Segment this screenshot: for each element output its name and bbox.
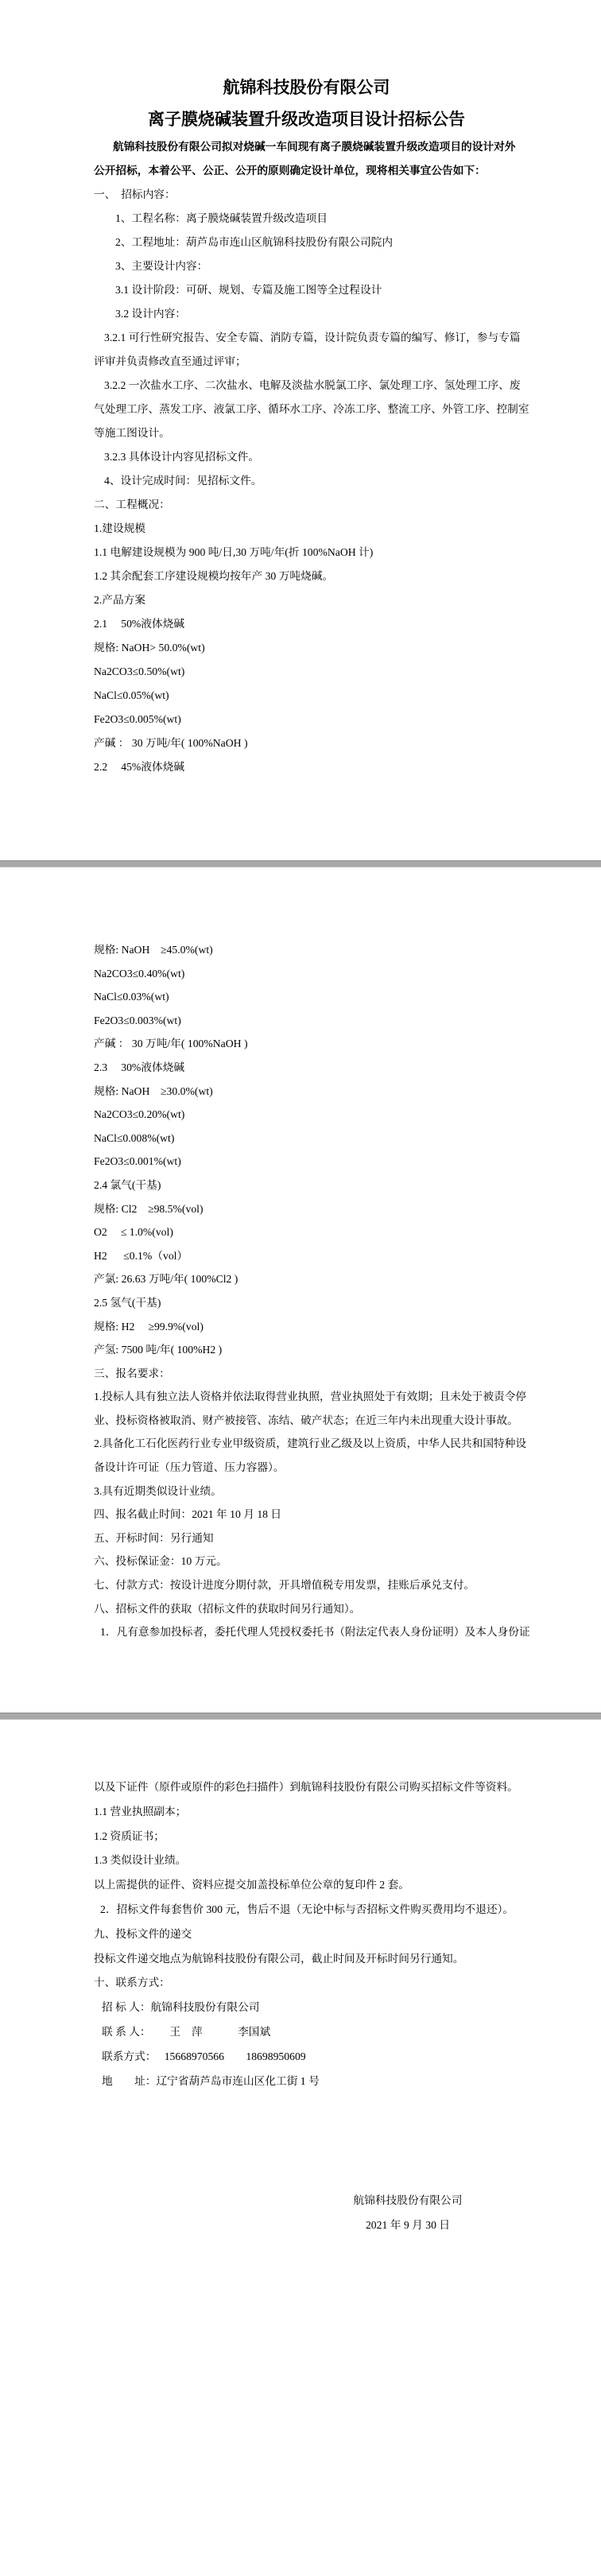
text-line: NaCl≤0.03%(wt) [94, 991, 169, 1003]
text-line: 以及下证件（原件或原件的彩色扫描件）到航锦科技股份有限公司购买招标文件等资料。 [94, 1781, 518, 1793]
text-line: 1、工程名称：离子膜烧碱装置升级改造项目 [115, 212, 328, 224]
text-line: 规格: NaOH ≥45.0%(wt) [94, 944, 213, 956]
document-title-line: 航锦科技股份有限公司 [223, 78, 390, 97]
text-line: 3.2.1 可行性研究报告、安全专篇、消防专篇，设计院负责专篇的编写、修订，参与专篇 [104, 332, 521, 343]
text-line: 地 址：辽宁省葫芦岛市连山区化工街 1 号 [102, 2074, 320, 2087]
text-line: 2.产品方案 [94, 594, 146, 606]
text-line: 1.1 电解建设规模为 900 吨/日,30 万吨/年(折 100%NaOH 计) [94, 546, 374, 558]
text-line: 2.4 氯气(干基) [94, 1178, 161, 1191]
text-line: 公开招标，本着公平、公正、公开的原则确定设计单位，现将相关事宜公告如下： [94, 165, 486, 177]
text-line: 4、设计完成时间：见招标文件。 [104, 475, 262, 487]
text-line: 1．凡有意参加投标者，委托代理人凭授权委托书（附法定代表人身份证明）及本人身份证 [100, 1626, 530, 1639]
text-line: 3.2.2 一次盐水工序、二次盐水、电解及淡盐水脱氯工序、氯处理工序、氢处理工序、废 [104, 379, 521, 391]
text-line: 航锦科技股份有限公司拟对烧碱一车间现有离子膜烧碱装置升级改造项目的设计对外 [113, 141, 516, 153]
text-line: 1.投标人具有独立法人资格并依法取得营业执照，营业执照处于有效期；且未处于被责令停 [94, 1391, 527, 1403]
text-line: Fe2O3≤0.003%(wt) [94, 1014, 181, 1026]
text-line: 评审并负责修改直至通过评审； [94, 355, 246, 367]
signature-line: 2021 年 9 月 30 日 [365, 2219, 451, 2232]
text-line: 联系方式： 15668970566 18698950609 [102, 2050, 306, 2062]
text-line: 2.1 50%液体烧碱 [94, 618, 185, 630]
text-line: 3、主要设计内容： [115, 260, 208, 272]
text-line: 联 系 人： 王 萍 李国斌 [102, 2025, 271, 2038]
text-line: 3.1 设计阶段：可研、规划、专篇及施工图等全过程设计 [115, 284, 382, 296]
signature-line: 航锦科技股份有限公司 [353, 2194, 463, 2207]
text-line: 2．招标文件每套售价 300 元，售后不退（无论中标与否招标文件购买费用均不退还）。 [100, 1903, 514, 1915]
text-line: 2、工程地址：葫芦岛市连山区航锦科技股份有限公司院内 [115, 236, 394, 248]
text-line: 2.2 45%液体烧碱 [94, 761, 185, 773]
page-2 [0, 867, 601, 1713]
text-line: 2.具备化工石化医药行业专业甲级资质，建筑行业乙级及以上资质，中华人民共和国特种设 [94, 1437, 527, 1450]
text-line: 2.5 氢气(干基) [94, 1296, 161, 1309]
text-line: 3.具有近期类似设计业绩。 [94, 1484, 222, 1497]
text-line: 1.2 其余配套工序建设规模均按年产 30 万吨烧碱。 [94, 570, 334, 582]
text-line: 四、报名截止时间：2021 年 10 月 18 日 [94, 1508, 282, 1521]
text-line: 以上需提供的证件、资料应提交加盖投标单位公章的复印件 2 套。 [94, 1879, 409, 1891]
text-line: 业、投标资格被取消、财产被接管、冻结、破产状态；在近三年内未出现重大设计事故。 [94, 1414, 518, 1426]
text-line: Fe2O3≤0.001%(wt) [94, 1155, 181, 1168]
text-line: 1.1 营业执照副本； [94, 1805, 187, 1818]
text-line: H2 ≤0.1%（vol） [94, 1249, 188, 1262]
text-line: 七、付款方式：按设计进度分期付款，开具增值税专用发票，挂账后承兑支付。 [94, 1579, 475, 1592]
text-line: 五、开标时间：另行通知 [94, 1531, 214, 1544]
text-line: 3.2 设计内容： [115, 308, 186, 320]
text-line: 产碱 ： 30 万吨/年( 100%NaOH ) [94, 1038, 248, 1050]
text-line: 一、 招标内容： [94, 188, 176, 200]
page-break-2 [0, 1713, 601, 1720]
text-line: 规格: Cl2 ≥98.5%(vol) [94, 1202, 204, 1215]
document-title-line: 离子膜烧碱装置升级改造项目设计招标公告 [148, 110, 465, 129]
text-line: 八、招标文件的获取（招标文件的获取时间另行通知）。 [94, 1602, 361, 1615]
text-line: O2 ≤ 1.0%(vol) [94, 1226, 173, 1239]
text-line: 十、联系方式： [94, 1977, 170, 1989]
page-break-1 [0, 860, 601, 867]
page-1 [0, 0, 601, 860]
text-line: Na2CO3≤0.50%(wt) [94, 665, 185, 677]
text-line: 产氯: 26.63 万吨/年( 100%Cl2 ) [94, 1273, 238, 1286]
page-3 [0, 1720, 601, 2576]
text-line: Na2CO3≤0.20%(wt) [94, 1108, 185, 1121]
text-line: 六、投标保证金：10 万元。 [94, 1555, 227, 1568]
text-line: 九、投标文件的递交 [94, 1927, 192, 1940]
text-line: Na2CO3≤0.40%(wt) [94, 967, 185, 980]
text-line: 1.建设规模 [94, 522, 146, 534]
text-line: 规格: NaOH ≥30.0%(wt) [94, 1084, 213, 1097]
text-line: 1.2 资质证书； [94, 1829, 165, 1842]
text-line: 产氢: 7500 吨/年( 100%H2 ) [94, 1344, 223, 1356]
text-line: NaCl≤0.05%(wt) [94, 689, 169, 701]
text-line: 规格: NaOH> 50.0%(wt) [94, 642, 205, 654]
text-line: 二、工程概况： [94, 499, 170, 510]
text-line: 2.3 30%液体烧碱 [94, 1061, 185, 1073]
text-line: 等施工图设计。 [94, 427, 170, 439]
text-line: 招 标 人：航锦科技股份有限公司 [102, 2001, 260, 2014]
text-line: 气处理工序、蒸发工序、液氯工序、循环水工序、冷冻工序、整流工序、外管工序、控制室 [94, 403, 529, 415]
text-line: 三、报名要求： [94, 1367, 170, 1379]
text-line: Fe2O3≤0.005%(wt) [94, 713, 181, 725]
text-line: 3.2.3 具体设计内容见招标文件。 [104, 451, 260, 463]
text-line: 1.3 类似设计业绩。 [94, 1854, 187, 1867]
text-line: NaCl≤0.008%(wt) [94, 1131, 175, 1144]
text-line: 规格: H2 ≥99.9%(vol) [94, 1320, 204, 1333]
text-line: 备设计许可证（压力管道、压力容器）。 [94, 1461, 285, 1474]
text-line: 投标文件递交地点为航锦科技股份有限公司，截止时间及开标时间另行通知。 [94, 1952, 464, 1965]
text-line: 产碱 ： 30 万吨/年( 100%NaOH ) [94, 737, 248, 749]
